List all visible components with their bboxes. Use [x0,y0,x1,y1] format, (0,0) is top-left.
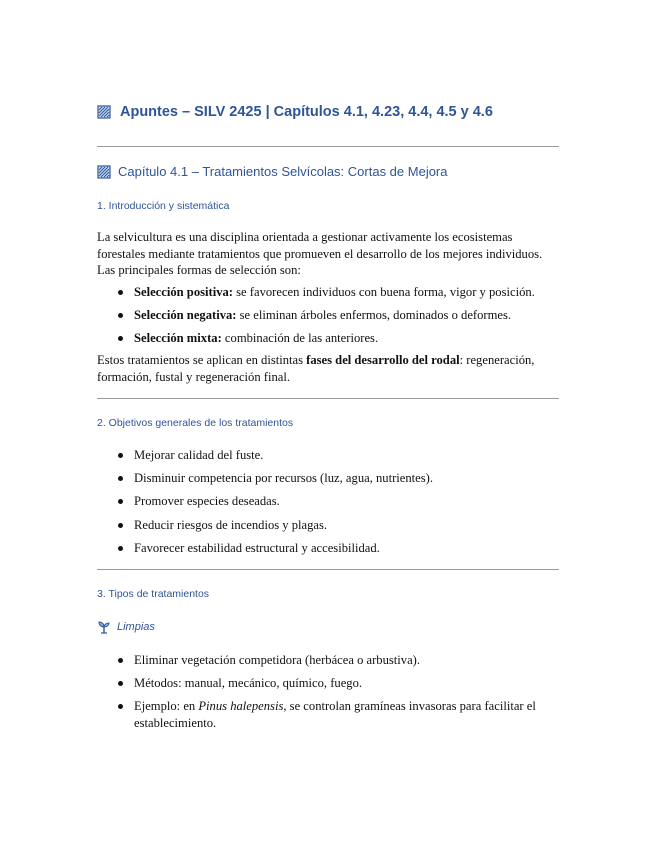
divider [97,146,559,147]
subsection-heading [97,620,155,634]
list-item [97,307,559,324]
bullet-icon [118,704,123,709]
list-item-term: Selección positiva: [134,285,233,299]
list-item-text: Eliminar vegetación competidora (herbácea o arbustiva). [134,653,421,667]
bullet-icon [118,523,123,528]
list-item [97,652,559,669]
species-name: Pinus halepensis [198,699,284,713]
list-item [97,698,559,731]
section-heading: 2. Objetivos generales de los tratamientos [97,417,294,429]
list-item-text: se eliminan árboles enfermos, dominados o deformes. [236,308,512,322]
subsection-heading-text: Limpias [117,621,155,633]
notebook-icon [97,105,111,119]
divider [97,569,559,570]
chapter-title-text: Capítulo 4.1 – Tratamientos Selvícolas: Cortas de Mejora [118,164,448,179]
list-item-text: Ejemplo: en [134,699,199,713]
bullet-icon [118,681,123,686]
section-heading: 1. Introducción y sistemática [97,200,230,212]
list-item-term: Selección mixta: [134,331,222,345]
list-item [97,284,559,301]
section-heading: 3. Tipos de tratamientos [97,588,210,600]
list-item-text: Promover especies deseadas. [134,494,280,508]
list-item-text: Mejorar calidad del fuste. [134,448,264,462]
seedling-icon [97,620,111,634]
divider [97,398,559,399]
document-title [97,104,493,120]
list-item [97,517,559,534]
list-item [97,493,559,510]
list-item-text: Reducir riesgos de incendios y plagas. [134,518,328,532]
list-item [97,675,559,692]
paragraph [97,352,559,385]
list-item-text: Métodos: manual, mecánico, químico, fuego. [134,676,363,690]
list-item [97,470,559,487]
list-item-text: se favorecen individuos con buena forma, vigor y posición. [233,285,535,299]
list-item-text: combinación de las anteriores. [221,331,379,345]
paragraph: La selvicultura es una disciplina orientada a gestionar activamente los ecosistemas forestales mediante tratamientos que promueven el desarrollo de los mejores individuos. Las principales formas de selección son: [97,230,543,277]
list-item-text: Favorecer estabilidad estructural y accesibilidad. [134,541,380,555]
bullet-icon [118,476,123,481]
bullet-icon [118,658,123,663]
notebook-icon [97,165,111,179]
bullet-icon [118,336,123,341]
list-item-text: , se controlan gramíneas invasoras para facilitar el establecimiento. [134,699,536,730]
bullet-icon [118,453,123,458]
document-title-text: Apuntes – SILV 2425 | Capítulos 4.1, 4.23, 4.4, 4.5 y 4.6 [120,104,493,120]
paragraph-text: Estos tratamientos se aplican en distintas [97,353,307,367]
bullet-icon [118,499,123,504]
paragraph-text: : regeneración, formación, fustal y regeneración final. [97,353,535,384]
bullet-icon [118,313,123,318]
list-item-term: Selección negativa: [134,308,237,322]
bullet-icon [118,546,123,551]
list-item [97,447,559,464]
bullet-icon [118,290,123,295]
list-item-text: Disminuir competencia por recursos (luz, agua, nutrientes). [134,471,434,485]
list-item [97,540,559,557]
list-item [97,330,559,347]
chapter-title [97,164,448,179]
paragraph-emphasis: fases del desarrollo del rodal [306,353,460,367]
